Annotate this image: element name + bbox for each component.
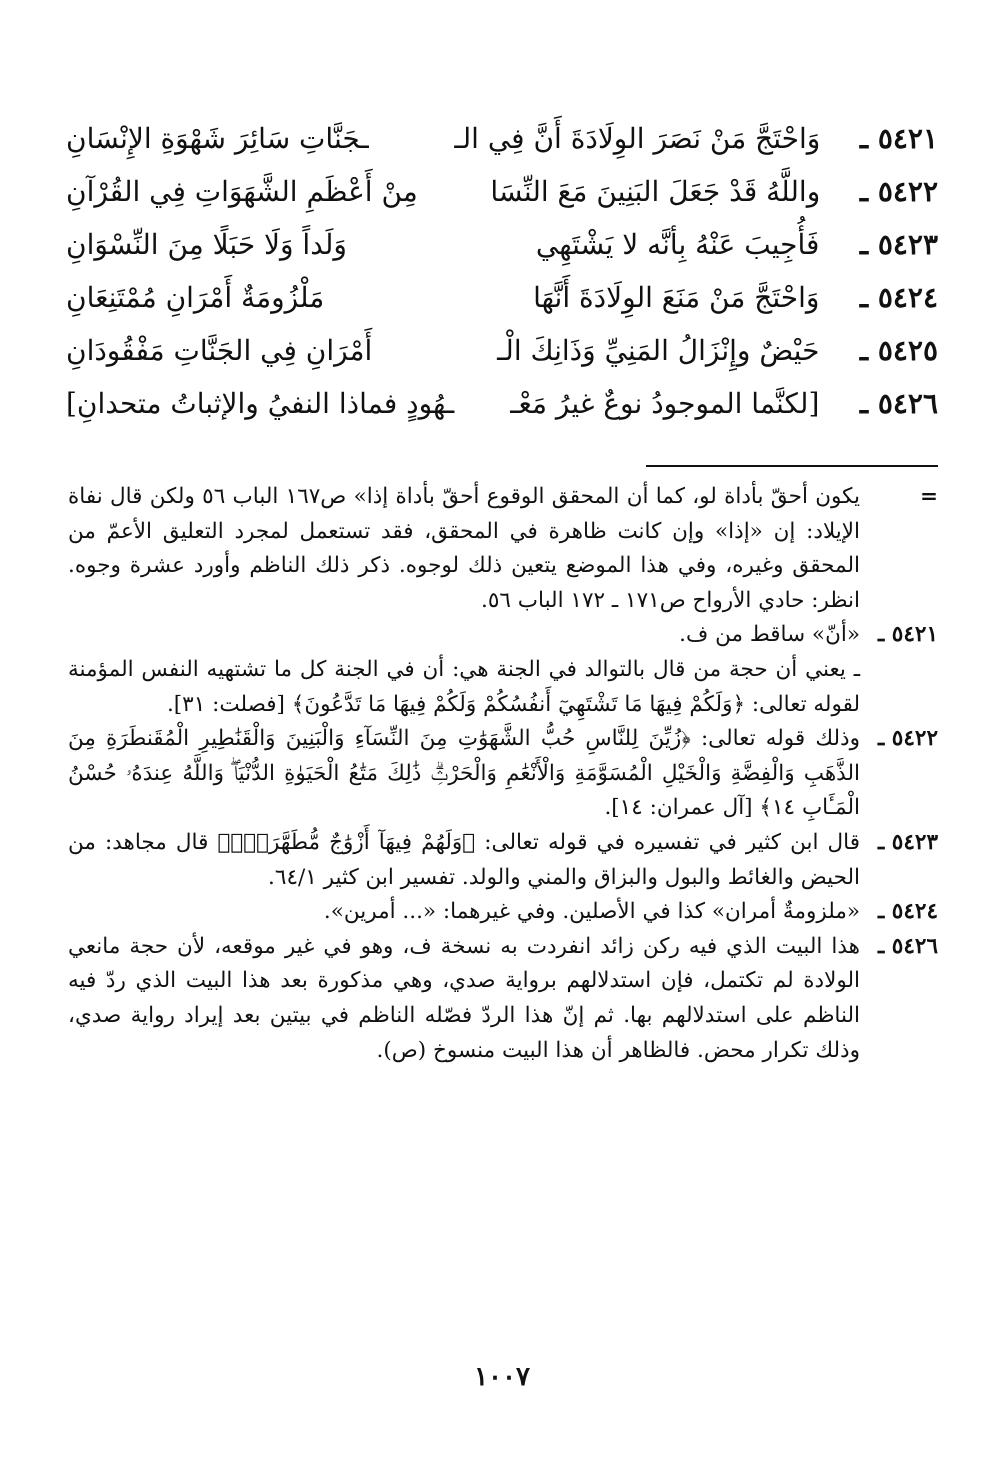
verse-number: ٥٤٢٢ ـ — [859, 175, 938, 208]
verse-first-hemistich: حَيْضٌ وإِنْزَالُ المَنِيِّ وَذَانِكَ الْـ — [497, 334, 820, 367]
verse-second-hemistich: وَلَداً وَلَا حَبَلًا مِنَ النِّسْوَانِ — [66, 228, 347, 261]
verse-number: ٥٤٢٥ ـ — [859, 334, 938, 367]
footnote-text — [68, 722, 860, 826]
verse-first-hemistich: واللَّهُ قَدْ جَعَلَ البَنِينَ مَعَ النِّسَا — [490, 175, 821, 208]
footnote-separator — [646, 465, 938, 467]
footnote-paragraph: ـ يعني أن حجة من قال بالتوالد في الجنة هي: أن في الجنة كل ما تشتهيه النفس المؤمنة لقوله تعالى: ﴿وَلَكُمْ فِيهَا مَا تَشْتَهِيٓ أَنفُسُكُمْ وَلَكُمْ فِيهَا مَا تَدَّعُونَ﴾ [فصلت: ٣١]. — [68, 656, 860, 717]
verse-second-hemistich: أَمْرَانِ فِي الجَنَّاتِ مَفْقُودَانِ — [66, 334, 373, 367]
verse-first-hemistich: وَاحْتَجَّ مَنْ نَصَرَ الوِلَادَةَ أَنَّ فِي الـ — [454, 122, 821, 155]
footnote — [68, 826, 938, 895]
verse-line — [66, 324, 938, 377]
verse-number: ٥٤٢٦ ـ — [859, 387, 938, 420]
footnote-paragraph: وذلك قوله تعالى: ﴿زُيِّنَ لِلنَّاسِ حُبُّ الشَّهَوَٰتِ مِنَ النِّسَآءِ وَالْبَنِينَ وَالْقَنَٰطِيرِ الْمُقَنطَرَةِ مِنَ الذَّهَبِ وَالْفِضَّةِ وَالْخَيْلِ الْمُسَوَّمَةِ وَالْأَنْعَٰمِ وَالْحَرْثِۗ ذَٰلِكَ مَتَٰعُ الْحَيَوٰةِ الدُّنْيَاۖ وَاللَّهُ عِندَهُۥ حُسْنُ الْمَـَٔابِ ١٤﴾ [آل عمران: ١٤]. — [68, 726, 860, 821]
verse-line — [66, 218, 938, 271]
footnote-mark: ٥٤٢٤ ـ — [878, 899, 938, 925]
footnote-paragraph: هذا البيت الذي فيه ركن زائد انفردت به نسخة ف، وهو في غير موقعه، لأن حجة مانعي الولادة لم تكتمل، فإن استدلالهم برواية صدي، وهي مذكورة بعد هذا البيت الذي ردّ فيه الناظم على استدلالهم بها. ثم إنّ هذا الردّ فصّله الناظم في بيتين بعد إيراد رواية صدي، وذلك تكرار محض. فالظاهر أن هذا البيت منسوخ (ص). — [68, 933, 860, 1063]
footnote-mark: ٥٤٢٣ ـ — [878, 829, 938, 855]
footnote — [68, 722, 938, 826]
footnote-text — [68, 480, 860, 618]
verse-number: ٥٤٢٤ ـ — [859, 281, 938, 314]
footnote-paragraph: قال ابن كثير في تفسيره في قوله تعالى: ﴿وَلَهُمْ فِيهَآ أَزْوَٰجٌ مُّطَهَّرَةٌۖ﴾ قال مجاهد: من الحيض والغائط والبول والبزاق والمني والولد. تفسير ابن كثير ٦٤/١. — [68, 829, 860, 890]
footnote-text — [68, 930, 860, 1068]
footnote — [68, 480, 938, 618]
footnote-text — [68, 618, 860, 722]
page-number: ١٠٠٧ — [474, 1362, 530, 1392]
verse-line — [66, 112, 938, 165]
footnote-paragraph: «ملزومةٌ أمران» كذا في الأصلين. وفي غيرهما: «... أمرين». — [323, 899, 860, 925]
verse-first-hemistich: [لكنَّما الموجودُ نوعٌ غيرُ مَعْـ — [510, 387, 820, 420]
verse-line — [66, 271, 938, 324]
footnote-mark: = — [919, 484, 938, 509]
verse-number: ٥٤٢٣ ـ — [859, 228, 938, 261]
verse-first-hemistich: وَاحْتَجَّ مَنْ مَنَعَ الوِلَادَةَ أَنَّهَا — [533, 281, 820, 314]
verse-line — [66, 377, 938, 430]
verse-second-hemistich: مِنْ أَعْظَمِ الشَّهَوَاتِ فِي القُرْآنِ — [66, 175, 418, 208]
verse-block — [66, 112, 938, 430]
verse-number: ٥٤٢١ ـ — [859, 122, 938, 155]
footnote-text — [68, 826, 860, 895]
footnote-mark: ٥٤٢٢ ـ — [878, 726, 938, 752]
verse-line — [66, 165, 938, 218]
footnote — [68, 895, 938, 930]
footnote-mark: ٥٤٢٦ ـ — [878, 933, 938, 959]
verse-second-hemistich: ـجَنَّاتِ سَائِرَ شَهْوَةِ الإِنْسَانِ — [66, 122, 369, 155]
verse-first-hemistich: فَأُجِيبَ عَنْهُ بِأنَّه لا يَشْتَهِي — [535, 228, 820, 261]
footnotes — [68, 480, 938, 1068]
footnote — [68, 930, 938, 1068]
footnote-text — [68, 895, 860, 930]
footnote-mark: ٥٤٢١ ـ — [878, 622, 938, 648]
verse-second-hemistich: ـهُودٍ فماذا النفيُ والإثباتُ متحدانِ] — [66, 387, 455, 420]
verse-second-hemistich: مَلْزُومَةٌ أَمْرَانِ مُمْتَنِعَانِ — [66, 281, 325, 314]
footnote-paragraph: «أنّ» ساقط من ف. — [679, 622, 860, 648]
footnote — [68, 618, 938, 722]
footnote-paragraph: يكون أحقّ بأداة لو، كما أن المحقق الوقوع أحقّ بأداة إذا» ص١٦٧ الباب ٥٦ ولكن قال نفاة الإيلاد: إن «إذا» وإن كانت ظاهرة في المحقق، فقد تستعمل لمجرد التعليق الأعمّ من المحقق وغيره، وفي هذا الموضع يتعين ذلك لوجوه. ذكر ذلك الناظم وأورد عشرة وجوه. انظر: حادي الأرواح ص١٧١ ـ ١٧٢ الباب ٥٦. — [68, 484, 860, 613]
